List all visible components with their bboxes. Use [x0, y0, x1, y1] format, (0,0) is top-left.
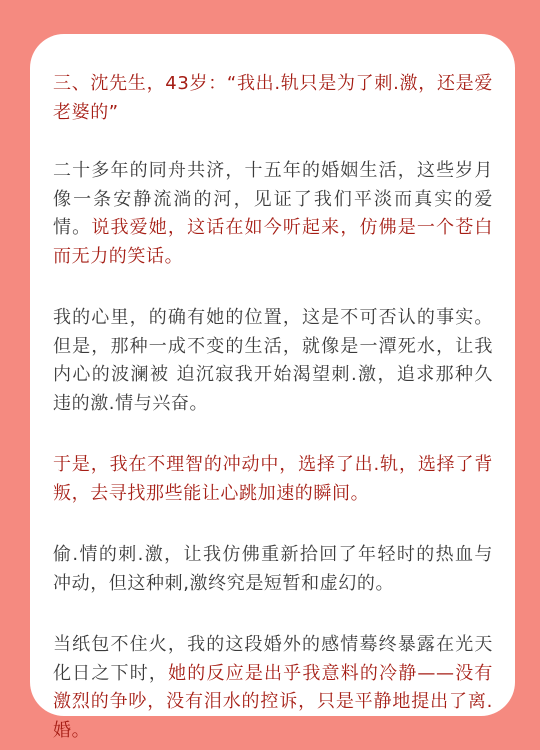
- paragraph-5-highlight: 她的反应是出乎我意料的冷静——没有激烈的争吵，没有泪水的控诉，只是平静地提出了离.婚。: [53, 662, 493, 741]
- article-card: [30, 34, 515, 741]
- paragraph-4: 偷.情的刺.激，让我仿佛重新拾回了年轻时的热血与冲动，但这种刺,激终究是短暂和虚幻的。: [53, 544, 493, 594]
- paragraph-3: 于是，我在不理智的冲动中，选择了出.轨，选择了背叛，去寻找那些能让心跳加速的瞬间。: [53, 454, 493, 504]
- paragraph-5-text: 当纸包不住火，我的这段婚外的感情蓦终暴露在光天化日之下时，: [53, 634, 493, 684]
- paragraph-1-text: 二十多年的同舟共济，十五年的婚姻生活，这些岁月像一条安静流淌的河，见证了我们平淡而真实的爱情。: [53, 160, 493, 238]
- article-title: 三、沈先生，43岁：“我出.轨只是为了刺.激，还是爱老婆的”: [53, 73, 493, 123]
- paragraph-1: [53, 157, 493, 271]
- paragraph-1-highlight: 说我爱她，这话在如今听起来，仿佛是一个苍白而无力的笑话。: [53, 217, 493, 267]
- paragraph-5: [53, 631, 493, 745]
- paragraph-2: 我的心里，的确有她的位置，这是不可否认的事实。但是，那种一成不变的生活，就像是一潭死水，让我内心的波澜被 迫沉寂我开始渴望刺.激，追求那种久违的激.情与兴奋。: [53, 307, 493, 414]
